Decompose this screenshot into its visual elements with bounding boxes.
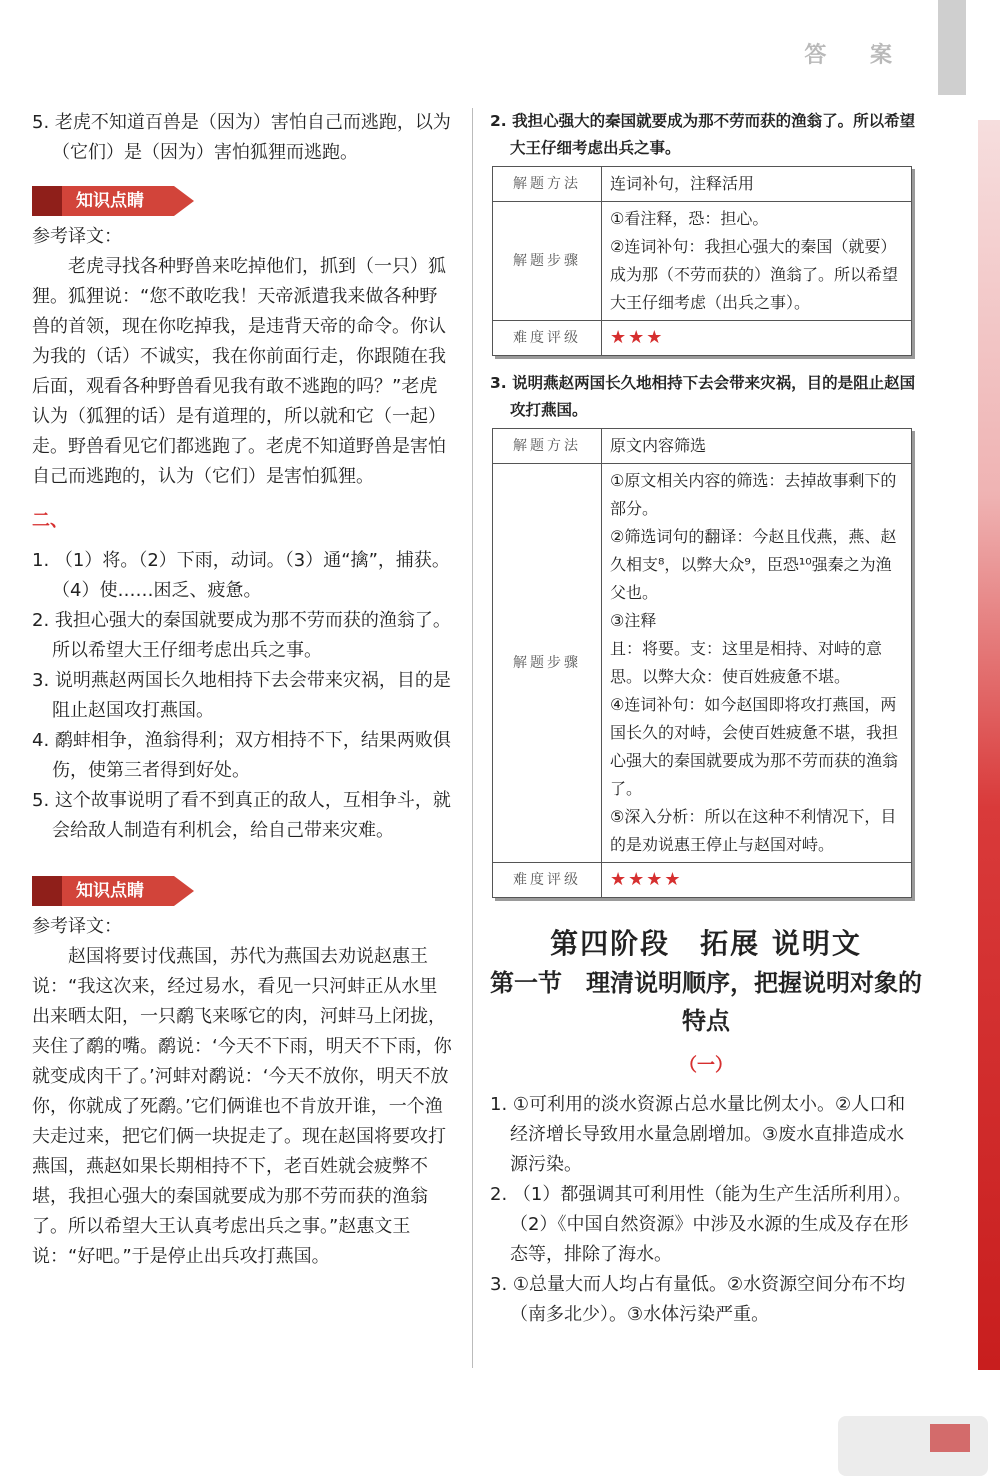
step: ③注释 (610, 611, 657, 630)
steps-key: 解题步骤 (493, 202, 602, 321)
knowledge-banner: 知识点睛 (32, 876, 174, 906)
watermark (838, 1416, 988, 1476)
step: ②连词补句：我担心强大的秦国（就要）成为那（不劳而获的）渔翁了。所以希望大王仔细考虑（出兵之事）。 (610, 237, 899, 312)
question-2: 2. 我担心强大的秦国就要成为那不劳而获的渔翁了。所以希望大王仔细考虑出兵之事。 (490, 112, 916, 157)
column-divider (472, 108, 473, 1368)
steps-value (602, 202, 912, 321)
answer-item: 2. 我担心强大的秦国就要成为那不劳而获的渔翁了。所以希望大王仔细考虑出兵之事。 (32, 610, 451, 661)
side-edge-strip (978, 120, 1000, 1370)
knowledge-banner: 知识点睛 (32, 186, 174, 216)
answer-item: 1. ①可利用的淡水资源占总水量比例太小。②人口和经济增长导致用水量急剧增加。③废水直排造成水源污染。 (490, 1094, 906, 1175)
right-column (490, 108, 922, 1330)
corner-tab (938, 0, 966, 95)
solution-table-1 (492, 166, 912, 356)
step: ①看注释，恐：担心。 (610, 209, 769, 228)
step: ①原文相关内容的筛选：去掉故事剩下的部分。 (610, 471, 897, 518)
level-key: 难度评级 (493, 321, 602, 356)
step: ⑤深入分析：所以在这种不利情况下，目的是劝说惠王停止与赵国对峙。 (610, 807, 897, 854)
header-label: 答 案 (804, 43, 910, 68)
solution-table-2 (492, 428, 912, 898)
level-key: 难度评级 (493, 863, 602, 898)
answer-item: 4. 鹬蚌相争，渔翁得利；双方相持不下，结果两败俱伤，使第三者得到好处。 (32, 730, 451, 781)
translation-paragraph: 老虎寻找各种野兽来吃掉他们，抓到（一只）狐狸。狐狸说：“您不敢吃我！天帝派遣我来做各种野兽的首领，现在你吃掉我，是违背天帝的命令。你认为我的（话）不诚实，我在你前面行走，你跟随在我后面，观看各种野兽看见我有敢不逃跑的吗？”老虎认为（狐狸的话）是有道理的，所以就和它（一起）走。野兽看见它们都逃跑了。老虎不知道野兽是害怕自己而逃跑的，认为（它们）是害怕狐狸。 (32, 256, 446, 487)
reference-label: 参考译文： (32, 916, 122, 937)
step: 且：将要。支：这里是相持、对峙的意思。以弊大众：使百姓疲惫不堪。 (610, 639, 883, 686)
sub-title: （一） (679, 1055, 733, 1076)
reference-label: 参考译文： (32, 226, 122, 247)
section-title: 第一节 理清说明顺序，把握说明对象的特点 (490, 969, 922, 1035)
difficulty-stars: ★★★★ (602, 863, 912, 898)
difficulty-stars: ★★★ (602, 321, 912, 356)
steps-key: 解题步骤 (493, 464, 602, 863)
answer-item: 3. 说明燕赵两国长久地相持下去会带来灾祸，目的是阻止赵国攻打燕国。 (32, 670, 451, 721)
answer-item: 5. 这个故事说明了看不到真正的敌人，互相争斗，就会给敌人制造有利机会，给自己带来灾难。 (32, 790, 451, 841)
method-value: 原文内容筛选 (602, 429, 912, 464)
method-key: 解题方法 (493, 167, 602, 202)
stage-title: 第四阶段 拓展 说明文 (550, 927, 862, 960)
question-3: 3. 说明燕赵两国长久地相持下去会带来灾祸，目的是阻止赵国攻打燕国。 (490, 374, 916, 419)
steps-value (602, 464, 912, 863)
method-value: 连词补句，注释活用 (602, 167, 912, 202)
step: ④连词补句：如今赵国即将攻打燕国，两国长久的对峙，会使百姓疲惫不堪，我担心强大的秦国就要成为那不劳而获的渔翁了。 (610, 695, 899, 798)
answer-item-5: 5. 老虎不知道百兽是（因为）害怕自己而逃跑，以为（它们）是（因为）害怕狐狸而逃跑。 (32, 112, 451, 163)
translation-paragraph: 赵国将要讨伐燕国，苏代为燕国去劝说赵惠王说：“我这次来，经过易水，看见一只河蚌正从水里出来晒太阳，一只鹬飞来啄它的肉，河蚌马上闭拢，夹住了鹬的嘴。鹬说：‘今天不下雨，明天不下雨，你就变成肉干了。’河蚌对鹬说：‘今天不放你，明天不放你，你就成了死鹬。’它们俩谁也不肯放开谁，一个渔夫走过来，把它们俩一块捉走了。现在赵国将要攻打燕国，燕赵如果长期相持不下，老百姓就会疲弊不堪，我担心强大的秦国就要成为那不劳而获的渔翁了。所以希望大王认真考虑出兵之事。”赵惠文王说：“好吧。”于是停止出兵攻打燕国。 (32, 946, 452, 1267)
step: ②筛选词句的翻译：今赵且伐燕，燕、赵久相支⁸，以弊大众⁹，臣恐¹⁰强秦之为渔父也。 (610, 527, 897, 602)
section-heading: 二、 (32, 510, 68, 531)
method-key: 解题方法 (493, 429, 602, 464)
answer-item: 3. ①总量大而人均占有量低。②水资源空间分布不均（南多北少）。③水体污染严重。 (490, 1274, 906, 1325)
answer-item: 1. （1）将。（2）下雨，动词。（3）通“擒”，捕获。（4）使……困乏、疲惫。 (32, 550, 450, 601)
answer-item: 2. （1）都强调其可利用性（能为生产生活所利用）。（2）《中国自然资源》中涉及水源的生成及存在形态等，排除了海水。 (490, 1184, 912, 1265)
left-column (32, 108, 452, 1272)
